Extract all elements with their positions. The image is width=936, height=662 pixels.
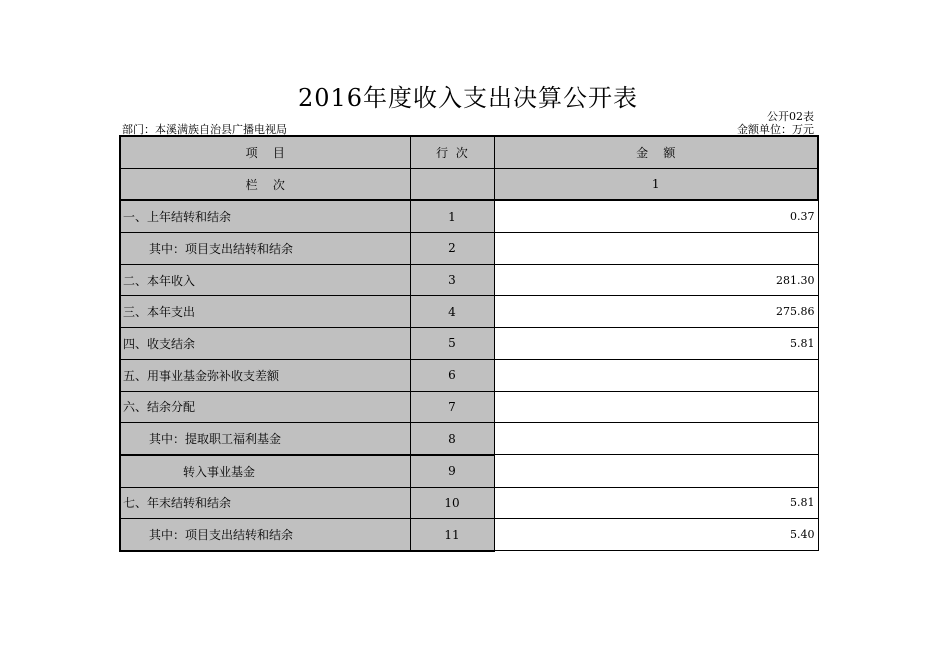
- row-item: 四、收支结余: [120, 328, 410, 360]
- row-item: 其中：项目支出结转和结余: [120, 519, 410, 551]
- table-row: [120, 264, 818, 296]
- row-number: 3: [410, 264, 494, 296]
- row-number: 5: [410, 328, 494, 360]
- row-number: 8: [410, 423, 494, 455]
- table-row: [120, 391, 818, 423]
- row-item: 三、本年支出: [120, 296, 410, 328]
- table-row: [120, 487, 818, 519]
- row-number: 11: [410, 519, 494, 551]
- row-number: 9: [410, 455, 494, 487]
- row-number: 2: [410, 233, 494, 265]
- row-amount[interactable]: [494, 359, 818, 391]
- form-number: 公开02表: [767, 110, 814, 123]
- row-item: 一、上年结转和结余: [120, 200, 410, 232]
- header-amount: 金 额: [494, 136, 818, 168]
- row-amount[interactable]: 5.40: [494, 519, 818, 551]
- row-number: 1: [410, 200, 494, 232]
- row-number: 6: [410, 359, 494, 391]
- row-number: 10: [410, 487, 494, 519]
- column-label: 栏 次: [120, 168, 410, 200]
- row-item: 其中：项目支出结转和结余: [120, 233, 410, 265]
- row-item: 转入事业基金: [120, 455, 410, 487]
- column-label-blank: [410, 168, 494, 200]
- row-number: 4: [410, 296, 494, 328]
- column-number: 1: [494, 168, 818, 200]
- row-amount[interactable]: 275.86: [494, 296, 818, 328]
- row-number: 7: [410, 391, 494, 423]
- row-amount[interactable]: 5.81: [494, 328, 818, 360]
- table-row: [120, 359, 818, 391]
- table-row: [120, 233, 818, 265]
- row-item: 五、用事业基金弥补收支差额: [120, 359, 410, 391]
- table-row: [120, 423, 818, 455]
- table-row: [120, 455, 818, 487]
- table-header-row: [120, 136, 818, 168]
- row-amount[interactable]: [494, 233, 818, 265]
- row-amount[interactable]: 0.37: [494, 200, 818, 232]
- row-amount[interactable]: [494, 391, 818, 423]
- row-item: 六、结余分配: [120, 391, 410, 423]
- header-row-no: 行 次: [410, 136, 494, 168]
- column-index-row: [120, 168, 818, 200]
- row-item: 七、年末结转和结余: [120, 487, 410, 519]
- row-item: 其中：提取职工福利基金: [120, 423, 410, 455]
- department-label: 部门：本溪满族自治县广播电视局: [122, 123, 287, 136]
- row-amount[interactable]: [494, 455, 818, 487]
- row-amount[interactable]: 281.30: [494, 264, 818, 296]
- budget-table: [119, 135, 819, 552]
- header-item: 项 目: [120, 136, 410, 168]
- amount-unit-label: 金额单位：万元: [737, 123, 814, 136]
- table-row: [120, 200, 818, 232]
- table-row: [120, 296, 818, 328]
- row-amount[interactable]: 5.81: [494, 487, 818, 519]
- table-row: [120, 519, 818, 551]
- page-title: 2016年度收入支出决算公开表: [297, 84, 639, 112]
- table-row: [120, 328, 818, 360]
- row-item: 二、本年收入: [120, 264, 410, 296]
- row-amount[interactable]: [494, 423, 818, 455]
